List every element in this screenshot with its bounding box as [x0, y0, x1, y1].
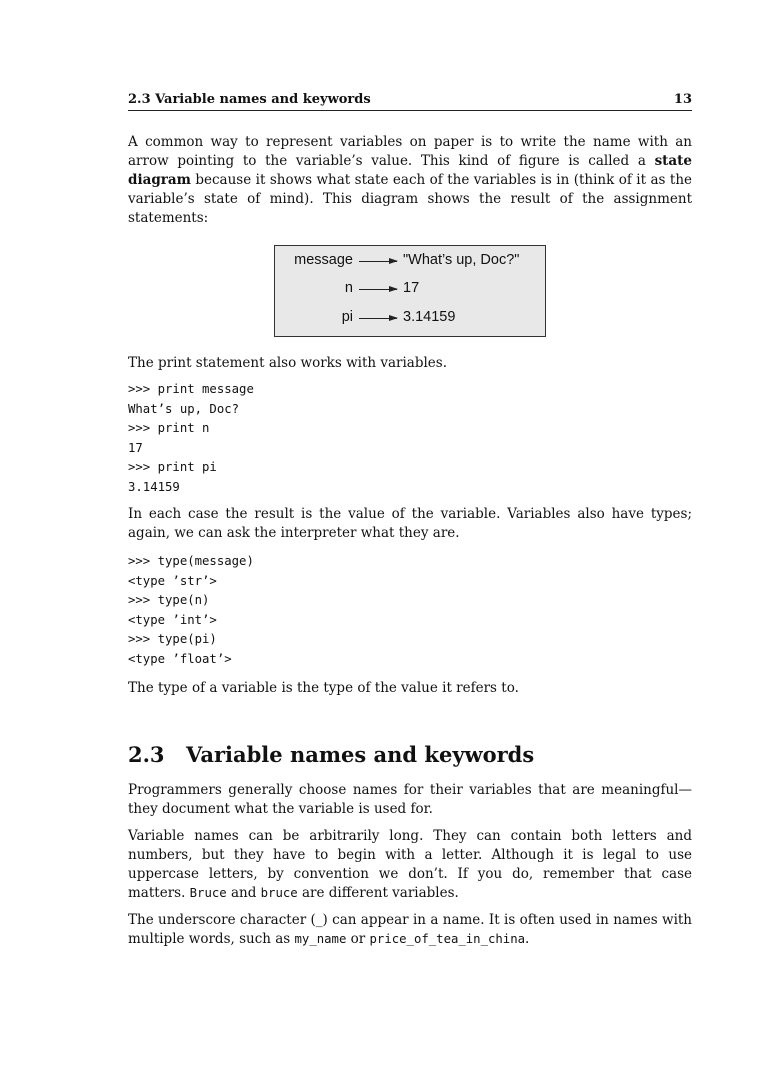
page-body: [128, 92, 692, 949]
underscore-paragraph: [128, 911, 692, 949]
term-state-diagram: state diagram: [128, 153, 692, 188]
intro-paragraph: [128, 133, 692, 228]
code-block-type: >>> type(message) <type ’str’> >>> type(n) <type ’int’> >>> type(pi) <type ’float’>: [128, 554, 254, 666]
arrow-icon: [359, 261, 397, 262]
paragraph-text: or: [346, 931, 370, 947]
code-price-of-tea: price_of_tea_in_china: [369, 932, 526, 946]
arrow-icon: [359, 318, 397, 319]
diagram-var-value: "What’s up, Doc?": [403, 252, 520, 268]
meaningful-names-paragraph: Programmers generally choose names for their variables that are meaningful—they document what the variable is used for.: [128, 782, 692, 817]
diagram-var-name: n: [344, 280, 353, 296]
paragraph-text: and: [226, 885, 261, 901]
diagram-var-value: 17: [403, 280, 420, 296]
state-diagram: [274, 245, 546, 337]
section-number: 2.3: [128, 742, 165, 767]
diagram-var-name: message: [294, 252, 353, 268]
diagram-row: [275, 280, 545, 300]
intro-text-end: because it shows what state each of the variables is in (think of it as the variable’s state of mind). This diagram shows the result of the assignment statements:: [128, 172, 692, 226]
code-bruce-upper: Bruce: [189, 886, 227, 900]
section-title: Variable names and keywords: [186, 742, 535, 767]
header-section-title: 2.3 Variable names and keywords: [128, 92, 371, 107]
print-paragraph: The print statement also works with variables.: [128, 355, 448, 371]
type-of-variable-paragraph: The type of a variable is the type of the value it refers to.: [128, 680, 519, 696]
paragraph-text: .: [525, 931, 530, 947]
paragraph-text: The underscore character (_) can appear in a name. It is often used in names with multiple words, such as: [128, 912, 692, 947]
types-paragraph: In each case the result is the value of the variable. Variables also have types; again, we can ask the interpreter what they are.: [128, 506, 692, 541]
paragraph-text: are different variables.: [297, 885, 459, 901]
diagram-row: [275, 309, 545, 329]
paragraph-text: Variable names can be arbitrarily long. They can contain both letters and numbers, but they have to begin with a letter. Although it is legal to use uppercase letters, by convention we don’t. If you do, remember that case matters.: [128, 828, 692, 901]
diagram-row: [275, 252, 545, 272]
page-number: 13: [673, 92, 692, 107]
diagram-var-name: pi: [341, 309, 353, 325]
intro-text: A common way to represent variables on paper is to write the name with an arrow pointing to the variable’s value. This kind of figure is called a: [128, 134, 692, 169]
running-header: [128, 92, 692, 111]
diagram-var-value: 3.14159: [403, 309, 456, 325]
code-my-name: my_name: [294, 932, 347, 946]
code-block-print: >>> print message What’s up, Doc? >>> print n 17 >>> print pi 3.14159: [128, 382, 254, 494]
long-names-paragraph: [128, 827, 692, 903]
section-heading: [128, 742, 692, 767]
code-bruce-lower: bruce: [260, 886, 298, 900]
arrow-icon: [359, 289, 397, 290]
